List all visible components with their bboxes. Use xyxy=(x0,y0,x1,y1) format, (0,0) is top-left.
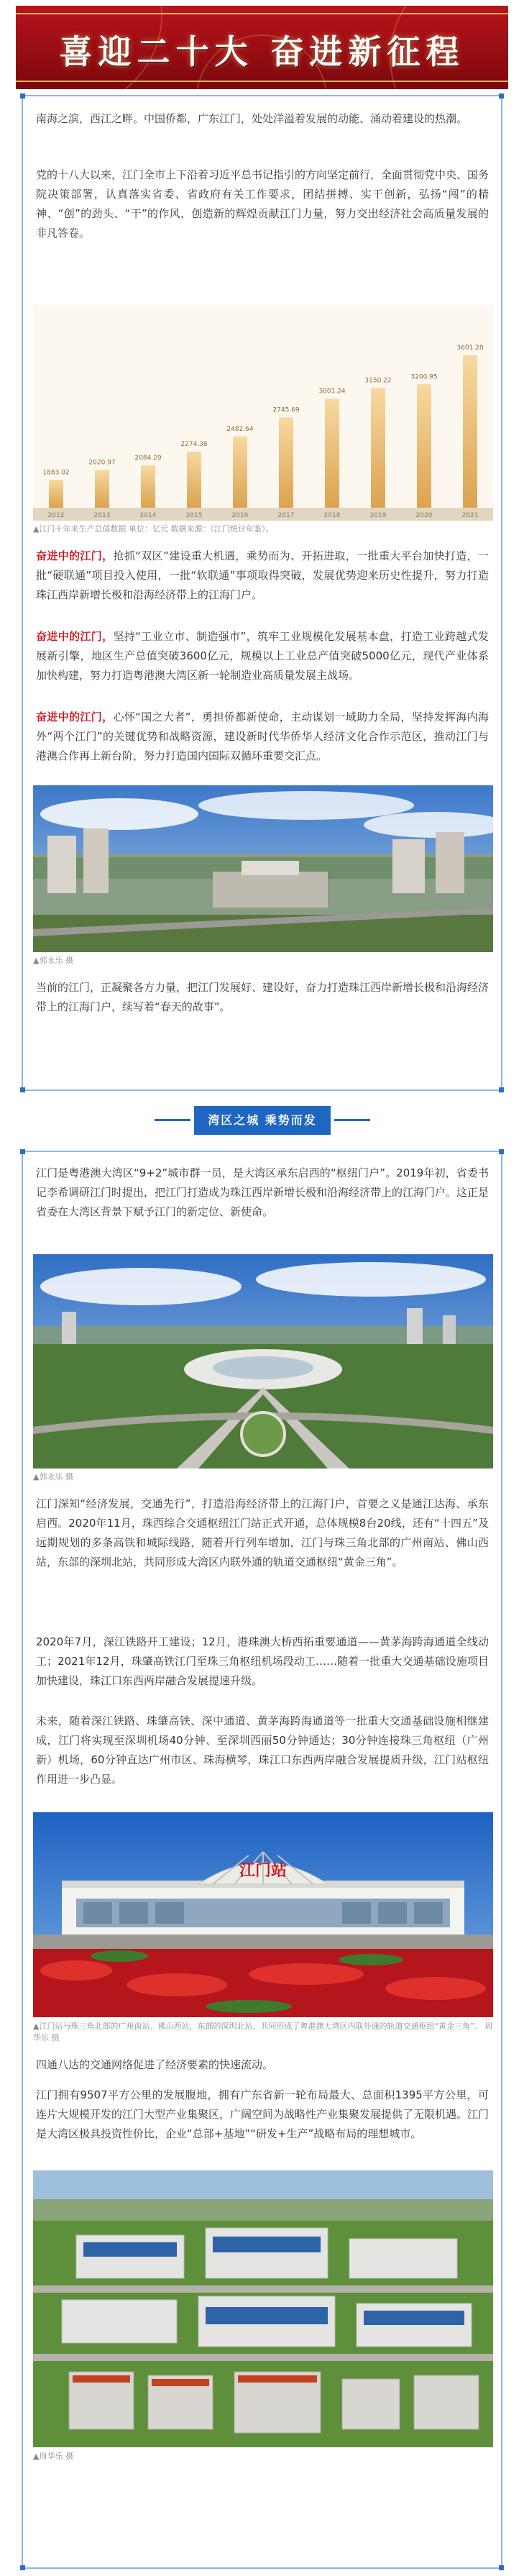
chart-tick-label: 2019 xyxy=(369,512,387,519)
chart-bar xyxy=(325,399,339,508)
chart-bar xyxy=(279,417,293,508)
paragraph: 江门是粤港澳大湾区“9+2”城市群一员，是大湾区承东启西的“枢纽门户”。2019年初，省委书记李希调研江门时提出，把江门打造成为珠江西岸新增长极和沿海经济带上的江海门户。这正是省委在大湾区背景下赋予江门的新定位、新使命。 xyxy=(36,1166,489,1218)
chart-bar xyxy=(95,470,109,508)
chart-bar xyxy=(141,465,155,508)
banner-title: 喜迎二十大 奋进新征程 xyxy=(59,32,465,71)
photo-caption: ▲郭永乐 摄 xyxy=(33,956,73,965)
frame-corner xyxy=(499,1087,504,1092)
paragraph xyxy=(36,627,489,685)
frame-corner xyxy=(20,2565,25,2570)
frame-corner xyxy=(499,93,504,99)
chart-bar xyxy=(233,437,247,508)
paragraph: 未来，随着深江铁路、珠肇高铁、深中通道、黄茅海跨海通道等一批重大交通基础设施相继建成，江门将实现至深圳机场40分钟、至深圳西丽50分钟通达；30分钟连接珠三角枢纽（广州新）机场，60分钟直达广州市区、珠海横琴，珠江口东西两岸融合发展提质升级，江门站枢纽作用进一步凸显。 xyxy=(36,1714,489,1786)
chart-tick-label: 2017 xyxy=(277,512,295,519)
chart-data-label: 2274.36 xyxy=(180,440,208,448)
photo-caption: ▲周华乐 摄 xyxy=(33,2452,73,2461)
paragraph: 2020年7月，深江铁路开工建设；12月，港珠澳大桥西拓重要通道——黄茅海跨海通道全线动工；2021年12月，珠肇高铁江门至珠三角枢纽机场段动工……随着一批重大交通基础设施项目加快建设，珠江口东西两岸融合发展提速升级。 xyxy=(36,1635,489,1687)
tag-wing xyxy=(155,1119,190,1121)
article-section-2 xyxy=(22,1151,502,2569)
chart-bar xyxy=(417,384,431,508)
city-aerial-photo xyxy=(33,785,493,952)
chart-tick-label: 2016 xyxy=(231,512,249,519)
chart-bar xyxy=(187,452,201,508)
chart-bar xyxy=(371,388,385,508)
chart-data-label: 3601.28 xyxy=(456,344,484,352)
tag-wing xyxy=(334,1119,370,1121)
intro-paragraph: 南海之滨，西江之畔。中国侨都，广东江门，处处洋溢着发展的动能、涌动着建设的热潮。 xyxy=(36,112,468,125)
paragraph: 江门拥有9507平方公里的发展腹地，拥有广东省新一轮布局最大、总面积1395平方公里，可连片大规模开发的江门大型产业集聚区，广阔空间为战略性产业集聚发展提供了无限机遇。江门是大湾区极具投资性价比，企业“总部+基地”“研发+生产”战略布局的理想城市。 xyxy=(36,2088,489,2140)
jiangmen-station-photo xyxy=(33,1812,493,2017)
chart-tick-label: 2015 xyxy=(185,512,203,519)
paragraph: 四通八达的交通网络促进了经济要素的快速流动。 xyxy=(36,2058,274,2071)
closing-paragraph: 当前的江门，正凝聚各方力量，把江门发展好、建设好，奋力打造珠江西岸新增长极和沿海经济带上的江海门户，续写着“春天的故事”。 xyxy=(36,981,489,1013)
chart-bar xyxy=(49,480,63,508)
photo-caption: ▲郭永乐 摄 xyxy=(33,1472,73,1481)
park-aerial-photo xyxy=(33,1254,493,1469)
paragraph: 党的十八大以来，江门全市上下沿着习近平总书记指引的方向坚定前行，全面贯彻党中央、国务院决策部署，认真落实省委、省政府有关工作要求，团结拼搏、实干创新，弘扬“闯”的精神、“创”的劲头、“干”的作风，创造新的辉煌贡献江门力量，努力交出经济社会高质量发展的非凡答卷。 xyxy=(36,168,489,239)
paragraph-lead: 奋进中的江门， xyxy=(36,711,114,723)
chart-data-label: 2084.29 xyxy=(134,455,162,462)
photo-caption: ▲江门站与珠三角北部的广州南站、佛山西站，东部的深圳北站，共同形成了粤港澳大湾区内联外通的轨道交通枢纽“黄金三角”。 周华乐 摄 xyxy=(33,2022,493,2042)
chart-data-label: 2745.69 xyxy=(272,406,300,414)
chart-data-label: 3200.95 xyxy=(410,373,438,381)
chart-caption: ▲江门十年来生产总值数据 单位：亿元 数据来源：《江门统计年鉴》。 xyxy=(33,524,274,534)
section-tag: 湾区之城 乘势而发 xyxy=(194,1106,331,1135)
chart-tick-label: 2013 xyxy=(93,512,111,519)
article-section-1 xyxy=(22,95,502,1091)
frame-corner xyxy=(20,1087,25,1092)
chart-data-label: 2020.97 xyxy=(88,459,116,467)
paragraph-body: 抢抓“双区”建设重大机遇，乘势而为、开拓进取，一批重大平台加快打造，一批“硬联通”项目投入使用，一批“软联通”事项取得突破，发展优势迎来历史性提升，努力打造珠江西岸新增长极和沿海经济带上的江海门户。 xyxy=(36,549,489,601)
chart-data-label: 2482.64 xyxy=(226,425,254,433)
paragraph-lead: 奋进中的江门， xyxy=(36,549,114,562)
chart-tick-label: 2018 xyxy=(323,512,341,519)
station-sign: 江门站 xyxy=(239,1861,288,1880)
chart-tick-label: 2012 xyxy=(47,512,65,519)
frame-corner xyxy=(20,1149,25,1154)
industrial-park-photo xyxy=(33,2170,493,2447)
frame-corner xyxy=(499,2565,504,2570)
paragraph-lead: 奋进中的江门， xyxy=(36,630,114,643)
paragraph-body: 心怀“国之大者”，勇担侨都新使命，主动谋划一域助力全局，坚持发挥海内海外“两个江门”的关键优势和战略资源，建设新时代华侨华人经济文化合作示范区，推动江门与港澳合作再上新台阶，努力打造国内国际双循环重要交汇点。 xyxy=(36,711,489,762)
chart-tick-label: 2020 xyxy=(415,512,433,519)
chart-tick-label: 2021 xyxy=(461,512,479,519)
paragraph xyxy=(36,708,489,766)
chart-data-label: 3001.24 xyxy=(318,388,346,396)
paragraph-body: 坚持“工业立市、制造强市”，筑牢工业规模化发展基本盘，打造工业跨越式发展新引擎，地区生产总值突破3600亿元，规模以上工业总产值突破5000亿元，现代产业体系加快构建，努力打造粤港澳大湾区新一轮制造业高质量发展主战场。 xyxy=(36,630,489,682)
chart-tick-label: 2014 xyxy=(139,512,157,519)
chart-data-label: 3150.22 xyxy=(364,377,392,385)
chart-bar xyxy=(463,355,477,508)
paragraph: 江门深知“经济发展，交通先行”，打造沿海经济带上的江海门户，首要之义是通江达海、承东启西。2020年11月，珠西综合交通枢纽江门站正式开通，总体规模8台20线，还有“十四五”及远期规划的多条高铁和城际线路，随着开行列车增加，江门与珠三角北部的广州南站、佛山西站，东部的深圳北站，共同形成大湾区内联外通的轨道交通枢纽“黄金三角”。 xyxy=(36,1497,489,1568)
paragraph xyxy=(36,547,489,605)
chart-data-label: 1883.02 xyxy=(42,469,70,477)
gdp-bar-chart xyxy=(33,305,493,521)
frame-corner xyxy=(20,93,25,99)
frame-corner xyxy=(499,1149,504,1154)
header-banner xyxy=(16,6,508,89)
